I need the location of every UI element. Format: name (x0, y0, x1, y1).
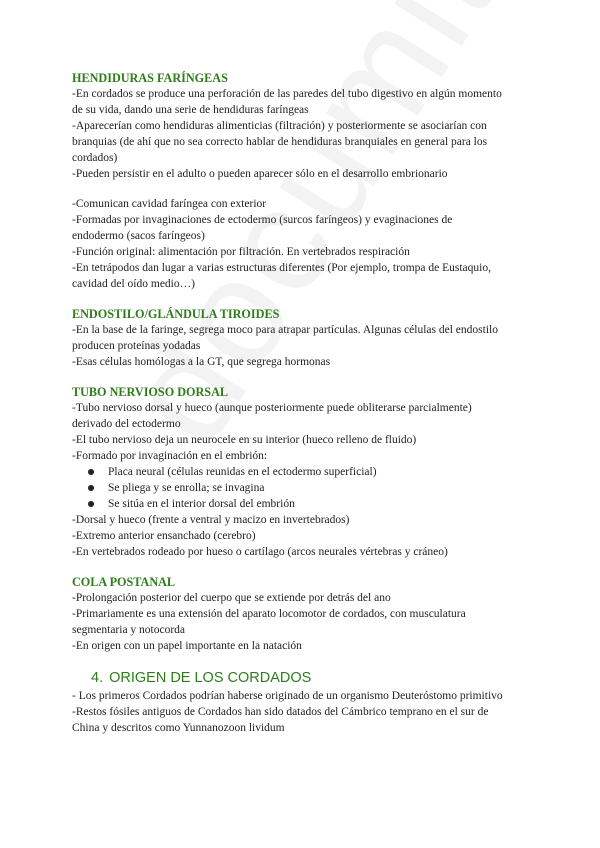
heading-tubo-nervioso: TUBO NERVIOSO DORSAL (72, 385, 229, 399)
text-line: -Restos fósiles antiguos de Cordados han sido datados del Cámbrico temprano en el sur de (72, 706, 489, 718)
text-line: -Primariamente es una extensión del aparato locomotor de cordados, con musculatura (72, 608, 466, 620)
text-line: -Formadas por invaginaciones de ectodermo (surcos faríngeos) y evaginaciones de (72, 214, 453, 226)
bullet-list (72, 464, 532, 512)
section-title-origen (91, 668, 532, 688)
text-line: -El tubo nervioso deja un neurocele en su interior (hueco relleno de fluido) (72, 434, 417, 446)
text-line: -Comunican cavidad faríngea con exterior (72, 198, 267, 210)
text-line: -Prolongación posterior del cuerpo que se extiende por detrás del ano (72, 592, 391, 604)
text-line: de su vida, dando una serie de hendiduras faríngeas (72, 104, 309, 116)
bullet-item: Se pliega y se enrolla; se invagina (88, 480, 532, 496)
text-line: cavidad del oído medio…) (72, 278, 195, 290)
text-line: -En origen con un papel importante en la natación (72, 640, 302, 652)
text-line: -Dorsal y hueco (frente a ventral y macizo en invertebrados) (72, 514, 350, 526)
text-line: -En la base de la faringe, segrega moco para atrapar partículas. Algunas células del endostilo (72, 324, 498, 336)
text-line: segmentaria y notocorda (72, 624, 186, 636)
bullet-item: Placa neural (células reunidas en el ectodermo superficial) (88, 464, 532, 480)
text-line: -Pueden persistir en el adulto o pueden aparecer sólo en el desarrollo embrionario (72, 168, 448, 180)
text-line: -En cordados se produce una perforación de las paredes del tubo digestivo en algún momento (72, 88, 502, 100)
text-line: branquias (de ahí que no sea correcto hablar de hendiduras branquiales en general para los (72, 136, 488, 148)
text-line: -Formado por invaginación en el embrión: (72, 450, 268, 462)
text-line: -En vertebrados rodeado por hueso o cartílago (arcos neurales vértebras y cráneo) (72, 546, 448, 558)
heading-endostilo: ENDOSTILO/GLÁNDULA TIROIDES (72, 307, 280, 321)
heading-cola-postanal: COLA POSTANAL (72, 575, 176, 589)
text-line: -Aparecerían como hendiduras alimenticias (filtración) y posteriormente se asociarían con (72, 120, 487, 132)
text-line: producen proteínas yodadas (72, 340, 201, 352)
text-line: China y descritos como Yunnanozoon lividum (72, 722, 285, 734)
section-number: 4. (91, 670, 104, 686)
text-line: -Función original: alimentación por filtración. En vertebrados respiración (72, 246, 410, 258)
heading-hendiduras: HENDIDURAS FARÍNGEAS (72, 71, 228, 85)
section-title-text: ORIGEN DE LOS CORDADOS (109, 670, 312, 686)
text-line: -Tubo nervioso dorsal y hueco (aunque posteriormente puede obliterarse parcialmente) (72, 402, 472, 414)
text-line: cordados) (72, 152, 118, 164)
text-line: endodermo (sacos faríngeos) (72, 230, 205, 242)
bullet-item: Se sitúa en el interior dorsal del embrión (88, 496, 532, 512)
text-line: -En tetrápodos dan lugar a varias estructuras diferentes (Por ejemplo, trompa de Eustaquio, (72, 262, 491, 274)
text-line: - Los primeros Cordados podrían haberse originado de un organismo Deuteróstomo primitivo (72, 690, 503, 702)
text-line: derivado del ectodermo (72, 418, 181, 430)
text-line: -Extremo anterior ensanchado (cerebro) (72, 530, 256, 542)
text-line: -Esas células homólogas a la GT, que segrega hormonas (72, 356, 331, 368)
document-page (72, 70, 532, 736)
